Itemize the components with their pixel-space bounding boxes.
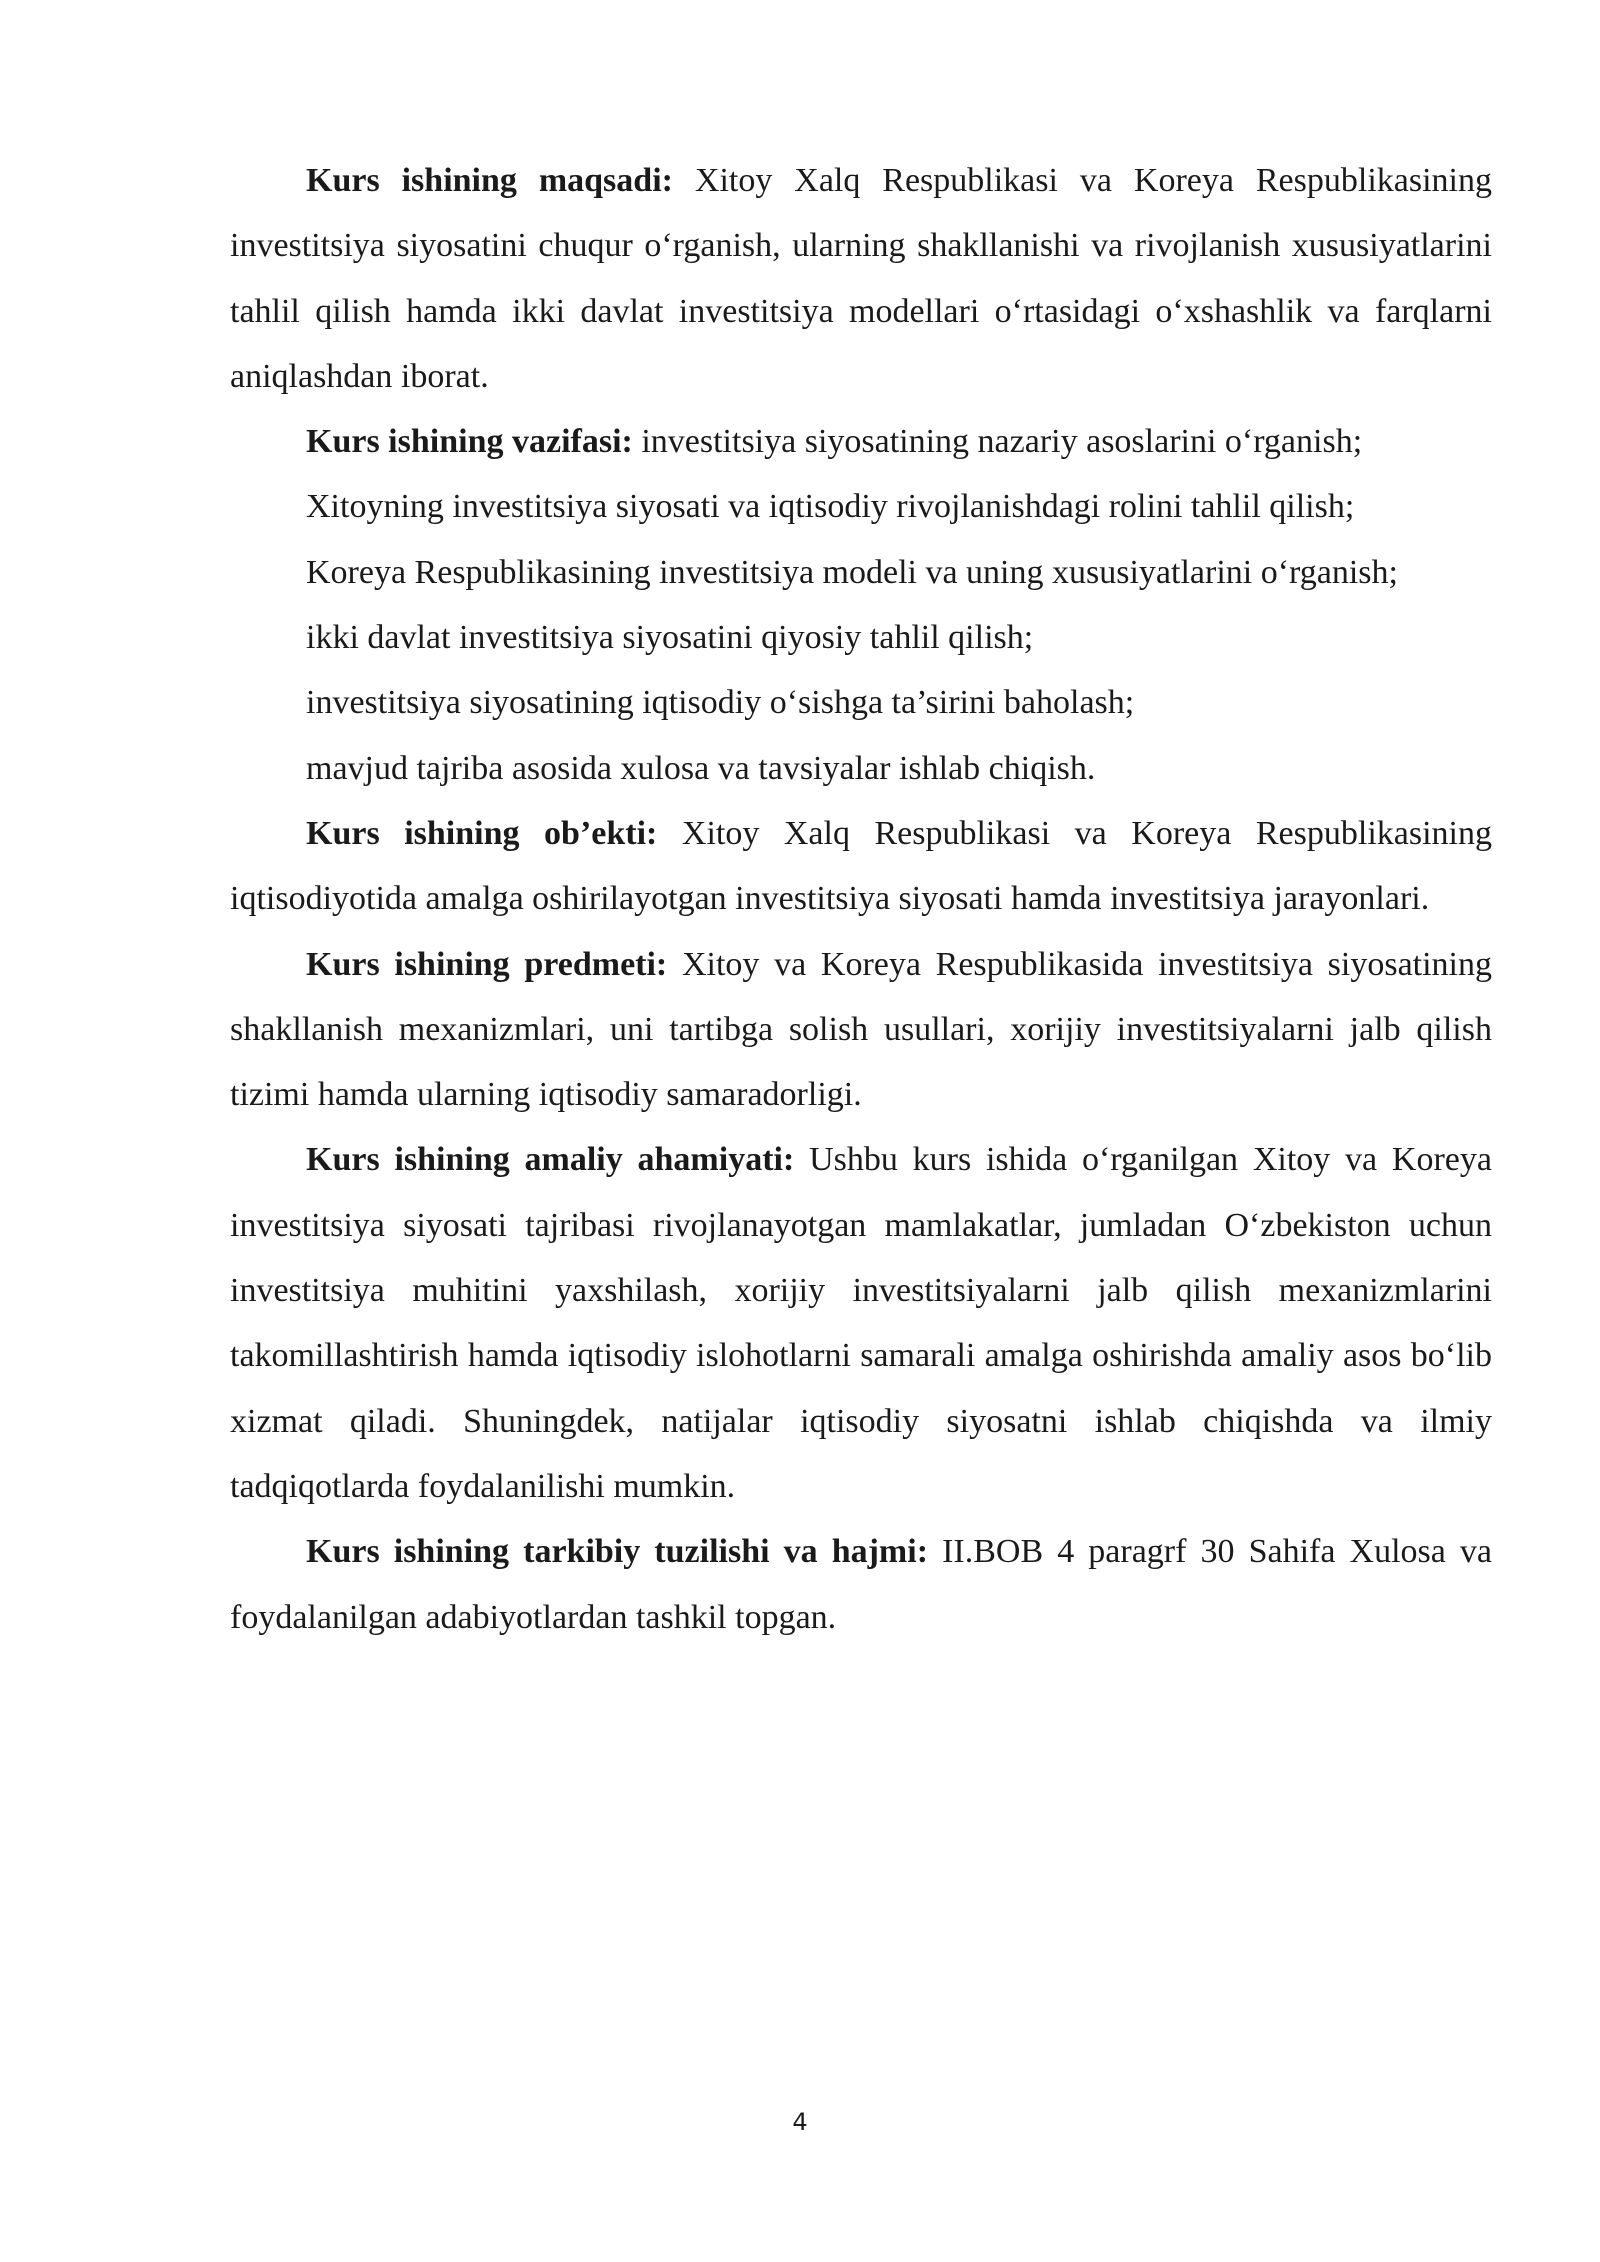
paragraph-maqsadi [230,148,1492,409]
paragraph-text: Xitoy Xalq Respublikasi va Koreya Respublikasining investitsiya siyosatini chuqur o‘rganish, ularning shakllanishi va rivojlanish xususiyatlarini tahlil qilish hamda ikki davlat investitsiya modellari o‘rtasidagi o‘xshashlik va farqlarni aniqlashdan iborat. [230,162,1492,395]
paragraph-lead: Kurs ishining maqsadi: [306,162,673,199]
paragraph-text: Koreya Respublikasining investitsiya modeli va uning xususiyatlarini o‘rganish; [306,553,1398,591]
paragraph-text: Xitoyning investitsiya siyosati va iqtisodiy rivojlanishdagi rolini tahlil qilish; [306,488,1355,526]
paragraph-lead: Kurs ishining tarkibiy tuzilishi va hajmi: [306,1533,929,1571]
paragraph-text: ikki davlat investitsiya siyosatini qiyosiy tahlil qilish; [306,619,1034,657]
task-item [230,605,1492,670]
task-item [230,736,1492,801]
task-item [230,474,1492,539]
paragraph-lead: Kurs ishining amaliy ahamiyati: [306,1141,795,1179]
page-body [230,148,1492,1650]
task-item [230,670,1492,735]
paragraph-tarkibiy-tuzilishi [230,1519,1492,1650]
paragraph-text: Ushbu kurs ishida o‘rganilgan Xitoy va Koreya investitsiya siyosati tajribasi rivojlanayotgan mamlakatlar, jumladan O‘zbekiston uchun investitsiya muhitini yaxshilash, xorijiy investitsiyalarni jalb qilish mexanizmlarini takomillashtirish hamda iqtisodiy islohotlarni samarali amalga oshirishda amaliy asos bo‘lib xizmat qiladi. Shuningdek, natijalar iqtisodiy siyosatni ishlab chiqishda va ilmiy tadqiqotlarda foydalanilishi mumkin. [230,1141,1492,1505]
task-item [230,540,1492,605]
paragraph-text: mavjud tajriba asosida xulosa va tavsiyalar ishlab chiqish. [306,749,1096,787]
paragraph-amaliy-ahamiyati [230,1127,1492,1519]
paragraph-lead: Kurs ishining predmeti: [306,945,668,983]
paragraph-vazifasi [230,409,1492,474]
paragraph-lead: Kurs ishining vazifasi: [306,423,633,461]
paragraph-text: Xitoy va Koreya Respublikasida investitsiya siyosatining shakllanish mexanizmlari, uni tartibga solish usullari, xorijiy investitsiyalarni jalb qilish tizimi hamda ularning iqtisodiy samaradorligi. [230,945,1492,1114]
paragraph-lead: Kurs ishining ob’ekti: [306,814,658,852]
paragraph-text: Xitoy Xalq Respublikasi va Koreya Respublikasining iqtisodiyotida amalga oshirilayotgan investitsiya siyosati hamda investitsiya jarayonlari. [230,814,1492,918]
page-number: 4 [792,2108,808,2136]
paragraph-text: II.BOB 4 paragrf 30 Sahifa Xulosa va foydalanilgan adabiyotlardan tashkil topgan. [230,1533,1492,1636]
paragraph-text: investitsiya siyosatining nazariy asoslarini o‘rganish; [632,423,1363,461]
paragraph-obekti [230,801,1492,932]
paragraph-predmeti [230,932,1492,1128]
paragraph-text: investitsiya siyosatining iqtisodiy o‘sishga ta’sirini baholash; [306,684,1135,722]
